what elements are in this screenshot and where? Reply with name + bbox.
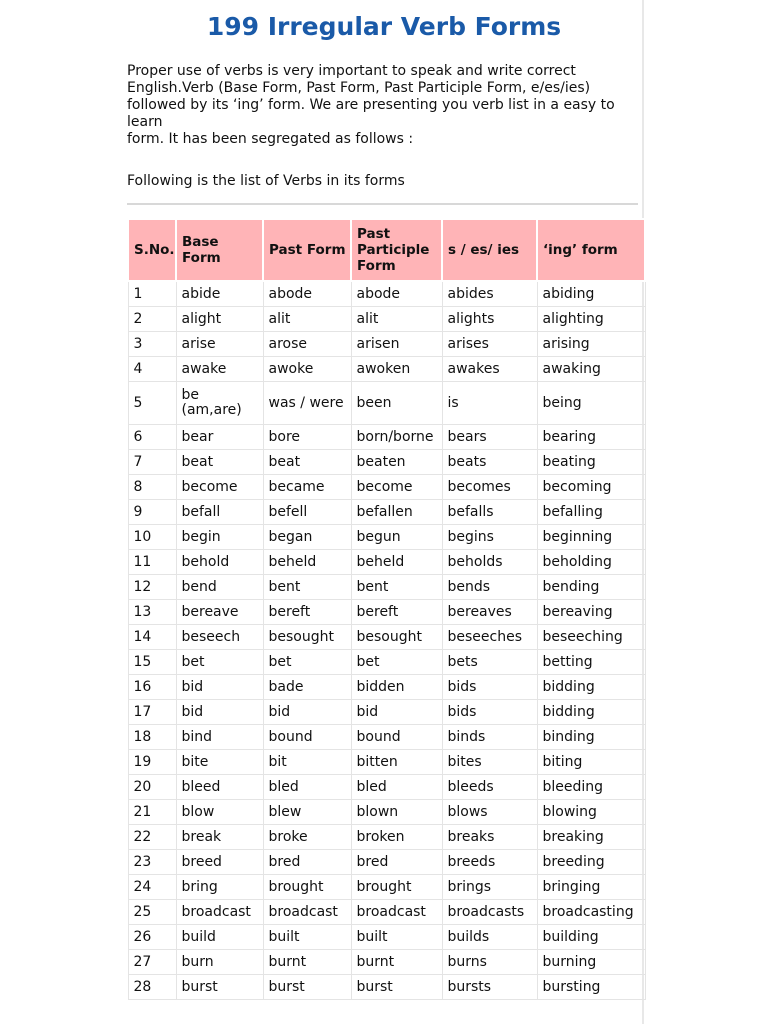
cell-serial-number: 20 <box>128 775 176 800</box>
table-row <box>128 425 645 450</box>
cell-s-es-ies: alights <box>442 307 537 332</box>
cell-base-form: arise <box>176 332 263 357</box>
cell-past-form: bereft <box>263 600 351 625</box>
cell-past-form: bet <box>263 650 351 675</box>
cell-serial-number: 10 <box>128 525 176 550</box>
cell-ing-form: bleeding <box>537 775 645 800</box>
table-row <box>128 625 645 650</box>
cell-past-participle: bitten <box>351 750 442 775</box>
cell-ing-form: being <box>537 382 645 425</box>
cell-ing-form: blowing <box>537 800 645 825</box>
table-row <box>128 475 645 500</box>
cell-ing-form: bidding <box>537 675 645 700</box>
cell-past-participle: bet <box>351 650 442 675</box>
cell-past-participle: awoken <box>351 357 442 382</box>
cell-past-form: abode <box>263 281 351 307</box>
cell-ing-form: bidding <box>537 700 645 725</box>
cell-s-es-ies: becomes <box>442 475 537 500</box>
cell-past-form: was / were <box>263 382 351 425</box>
cell-base-form: bring <box>176 875 263 900</box>
cell-serial-number: 5 <box>128 382 176 425</box>
cell-past-participle: born/borne <box>351 425 442 450</box>
cell-serial-number: 24 <box>128 875 176 900</box>
cell-base-form: breed <box>176 850 263 875</box>
table-row <box>128 450 645 475</box>
cell-past-participle: broadcast <box>351 900 442 925</box>
cell-past-participle: abode <box>351 281 442 307</box>
table-row <box>128 975 645 1000</box>
cell-s-es-ies: burns <box>442 950 537 975</box>
cell-s-es-ies: bleeds <box>442 775 537 800</box>
cell-s-es-ies: arises <box>442 332 537 357</box>
cell-s-es-ies: bends <box>442 575 537 600</box>
cell-past-form: besought <box>263 625 351 650</box>
cell-base-form: become <box>176 475 263 500</box>
cell-past-form: became <box>263 475 351 500</box>
cell-past-form: beheld <box>263 550 351 575</box>
cell-serial-number: 11 <box>128 550 176 575</box>
cell-serial-number: 16 <box>128 675 176 700</box>
cell-serial-number: 2 <box>128 307 176 332</box>
cell-base-form: bereave <box>176 600 263 625</box>
cell-base-form: blow <box>176 800 263 825</box>
header-past-form: Past Form <box>263 219 351 281</box>
cell-base-form: behold <box>176 550 263 575</box>
cell-ing-form: arising <box>537 332 645 357</box>
cell-past-participle: bound <box>351 725 442 750</box>
cell-base-form: bid <box>176 675 263 700</box>
cell-base-form: begin <box>176 525 263 550</box>
table-row <box>128 281 645 307</box>
cell-base-form: awake <box>176 357 263 382</box>
cell-base-form: befall <box>176 500 263 525</box>
cell-s-es-ies: binds <box>442 725 537 750</box>
cell-past-participle: alit <box>351 307 442 332</box>
cell-ing-form: bearing <box>537 425 645 450</box>
cell-past-participle: beaten <box>351 450 442 475</box>
intro-line: followed by its ‘ing’ form. We are presenting you verb list in a easy to learn <box>127 97 615 130</box>
cell-serial-number: 26 <box>128 925 176 950</box>
cell-s-es-ies: breeds <box>442 850 537 875</box>
cell-past-form: burnt <box>263 950 351 975</box>
cell-past-participle: become <box>351 475 442 500</box>
intro-line: English.Verb (Base Form, Past Form, Past Participle Form, e/es/ies) <box>127 80 591 96</box>
cell-past-participle: blown <box>351 800 442 825</box>
cell-past-form: befell <box>263 500 351 525</box>
cell-s-es-ies: beats <box>442 450 537 475</box>
cell-serial-number: 4 <box>128 357 176 382</box>
cell-base-form: broadcast <box>176 900 263 925</box>
table-row <box>128 900 645 925</box>
cell-s-es-ies: bites <box>442 750 537 775</box>
cell-past-form: built <box>263 925 351 950</box>
cell-past-form: broadcast <box>263 900 351 925</box>
cell-past-participle: bred <box>351 850 442 875</box>
cell-s-es-ies: abides <box>442 281 537 307</box>
intro-line: Proper use of verbs is very important to speak and write correct <box>127 63 576 79</box>
cell-ing-form: building <box>537 925 645 950</box>
cell-s-es-ies: beholds <box>442 550 537 575</box>
cell-ing-form: betting <box>537 650 645 675</box>
cell-s-es-ies: blows <box>442 800 537 825</box>
cell-ing-form: alighting <box>537 307 645 332</box>
cell-ing-form: breaking <box>537 825 645 850</box>
table-row <box>128 800 645 825</box>
cell-serial-number: 28 <box>128 975 176 1000</box>
cell-serial-number: 21 <box>128 800 176 825</box>
cell-serial-number: 3 <box>128 332 176 357</box>
table-row <box>128 850 645 875</box>
cell-ing-form: burning <box>537 950 645 975</box>
cell-past-participle: bid <box>351 700 442 725</box>
cell-ing-form: awaking <box>537 357 645 382</box>
cell-past-participle: built <box>351 925 442 950</box>
cell-serial-number: 7 <box>128 450 176 475</box>
cell-ing-form: breeding <box>537 850 645 875</box>
table-row <box>128 925 645 950</box>
cell-past-form: bit <box>263 750 351 775</box>
cell-past-form: arose <box>263 332 351 357</box>
cell-s-es-ies: bids <box>442 675 537 700</box>
cell-past-participle: arisen <box>351 332 442 357</box>
table-header-row <box>128 219 645 281</box>
table-row <box>128 675 645 700</box>
cell-past-form: awoke <box>263 357 351 382</box>
table-row <box>128 500 645 525</box>
cell-base-form: break <box>176 825 263 850</box>
header-serial-number: S.No. <box>128 219 176 281</box>
cell-base-form: abide <box>176 281 263 307</box>
cell-past-form: bore <box>263 425 351 450</box>
cell-past-form: brought <box>263 875 351 900</box>
cell-past-participle: burnt <box>351 950 442 975</box>
cell-base-form: beat <box>176 450 263 475</box>
cell-s-es-ies: builds <box>442 925 537 950</box>
header-s-es-ies: s / es/ ies <box>442 219 537 281</box>
header-ing-form: ‘ing’ form <box>537 219 645 281</box>
cell-past-participle: besought <box>351 625 442 650</box>
cell-past-participle: bidden <box>351 675 442 700</box>
cell-base-form: bleed <box>176 775 263 800</box>
cell-s-es-ies: awakes <box>442 357 537 382</box>
cell-ing-form: beginning <box>537 525 645 550</box>
cell-past-participle: broken <box>351 825 442 850</box>
cell-past-form: bled <box>263 775 351 800</box>
cell-base-form: be (am,are) <box>176 382 263 425</box>
table-row <box>128 875 645 900</box>
cell-serial-number: 25 <box>128 900 176 925</box>
cell-base-form: burst <box>176 975 263 1000</box>
cell-past-form: began <box>263 525 351 550</box>
cell-serial-number: 22 <box>128 825 176 850</box>
table-row <box>128 650 645 675</box>
cell-serial-number: 19 <box>128 750 176 775</box>
cell-ing-form: abiding <box>537 281 645 307</box>
cell-ing-form: binding <box>537 725 645 750</box>
header-past-participle-form: Past Participle Form <box>351 219 442 281</box>
cell-serial-number: 6 <box>128 425 176 450</box>
cell-past-form: bade <box>263 675 351 700</box>
table-row <box>128 550 645 575</box>
cell-base-form: bind <box>176 725 263 750</box>
cell-base-form: bid <box>176 700 263 725</box>
cell-past-form: beat <box>263 450 351 475</box>
table-row <box>128 750 645 775</box>
cell-past-participle: beheld <box>351 550 442 575</box>
table-row <box>128 600 645 625</box>
cell-past-participle: burst <box>351 975 442 1000</box>
table-body <box>128 281 645 1000</box>
cell-past-participle: been <box>351 382 442 425</box>
cell-ing-form: bursting <box>537 975 645 1000</box>
cell-serial-number: 18 <box>128 725 176 750</box>
cell-s-es-ies: bets <box>442 650 537 675</box>
cell-base-form: bear <box>176 425 263 450</box>
verb-forms-table <box>127 218 646 1000</box>
cell-past-form: bound <box>263 725 351 750</box>
list-intro-text: Following is the list of Verbs in its forms <box>127 173 405 189</box>
page-title: 199 Irregular Verb Forms <box>206 12 562 41</box>
cell-ing-form: bending <box>537 575 645 600</box>
cell-serial-number: 12 <box>128 575 176 600</box>
cell-s-es-ies: bursts <box>442 975 537 1000</box>
cell-s-es-ies: beseeches <box>442 625 537 650</box>
cell-ing-form: bringing <box>537 875 645 900</box>
cell-s-es-ies: bereaves <box>442 600 537 625</box>
cell-past-form: bent <box>263 575 351 600</box>
cell-past-form: bid <box>263 700 351 725</box>
cell-ing-form: biting <box>537 750 645 775</box>
cell-s-es-ies: befalls <box>442 500 537 525</box>
cell-base-form: beseech <box>176 625 263 650</box>
cell-base-form: bite <box>176 750 263 775</box>
horizontal-divider <box>127 203 638 205</box>
table-row <box>128 307 645 332</box>
cell-past-participle: bereft <box>351 600 442 625</box>
cell-base-form: build <box>176 925 263 950</box>
cell-s-es-ies: is <box>442 382 537 425</box>
cell-past-form: alit <box>263 307 351 332</box>
cell-past-form: burst <box>263 975 351 1000</box>
cell-past-participle: brought <box>351 875 442 900</box>
cell-base-form: bend <box>176 575 263 600</box>
cell-serial-number: 13 <box>128 600 176 625</box>
cell-past-participle: begun <box>351 525 442 550</box>
cell-past-participle: bled <box>351 775 442 800</box>
cell-past-form: bred <box>263 850 351 875</box>
table-row <box>128 700 645 725</box>
cell-serial-number: 17 <box>128 700 176 725</box>
intro-line: form. It has been segregated as follows : <box>127 131 414 147</box>
table-row <box>128 775 645 800</box>
cell-base-form: burn <box>176 950 263 975</box>
table-row <box>128 725 645 750</box>
table-row <box>128 357 645 382</box>
cell-ing-form: beholding <box>537 550 645 575</box>
cell-ing-form: broadcasting <box>537 900 645 925</box>
cell-serial-number: 9 <box>128 500 176 525</box>
cell-base-form: alight <box>176 307 263 332</box>
table-row <box>128 825 645 850</box>
cell-ing-form: bereaving <box>537 600 645 625</box>
cell-serial-number: 27 <box>128 950 176 975</box>
cell-serial-number: 1 <box>128 281 176 307</box>
cell-past-participle: bent <box>351 575 442 600</box>
cell-ing-form: beseeching <box>537 625 645 650</box>
cell-serial-number: 15 <box>128 650 176 675</box>
cell-serial-number: 23 <box>128 850 176 875</box>
cell-past-participle: befallen <box>351 500 442 525</box>
intro-paragraph <box>127 63 637 148</box>
table-row <box>128 382 645 425</box>
table-row <box>128 525 645 550</box>
cell-s-es-ies: breaks <box>442 825 537 850</box>
table-row <box>128 575 645 600</box>
cell-s-es-ies: broadcasts <box>442 900 537 925</box>
cell-s-es-ies: bears <box>442 425 537 450</box>
cell-ing-form: beating <box>537 450 645 475</box>
header-base-form: Base Form <box>176 219 263 281</box>
cell-ing-form: becoming <box>537 475 645 500</box>
cell-ing-form: befalling <box>537 500 645 525</box>
cell-s-es-ies: bids <box>442 700 537 725</box>
cell-base-form: bet <box>176 650 263 675</box>
cell-s-es-ies: begins <box>442 525 537 550</box>
cell-past-form: blew <box>263 800 351 825</box>
cell-serial-number: 14 <box>128 625 176 650</box>
cell-past-form: broke <box>263 825 351 850</box>
table-row <box>128 332 645 357</box>
cell-serial-number: 8 <box>128 475 176 500</box>
table-row <box>128 950 645 975</box>
cell-s-es-ies: brings <box>442 875 537 900</box>
